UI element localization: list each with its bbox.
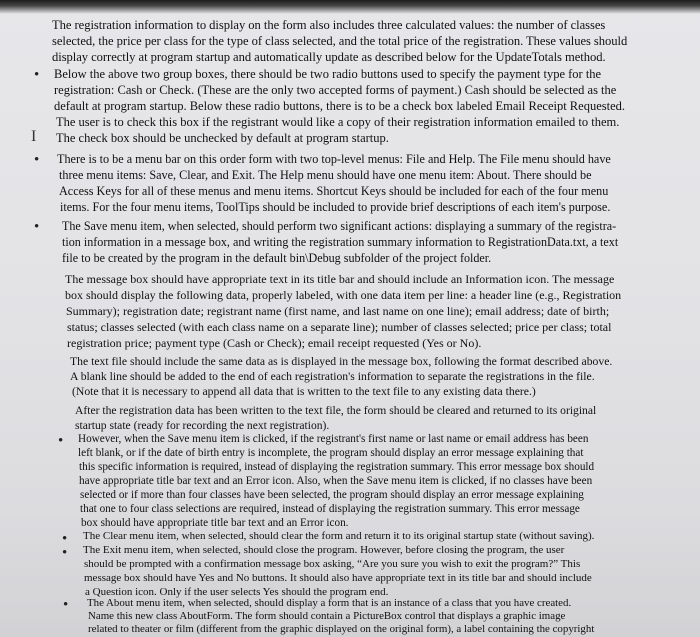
text-cursor-icon: I <box>31 128 37 145</box>
text-line: The message box should have appropriate text in its title bar and should include an Information icon. The message <box>65 272 615 286</box>
text-line: The user is to check this box if the registrant would like a copy of their registration information emailed to them. <box>56 115 620 129</box>
text-line: The About menu item, when selected, should display a form that is an instance of a class that you have created. <box>87 597 572 609</box>
text-line: The text file should include the same data as is displayed in the message box, following the format described above. <box>70 355 613 368</box>
text-line: Below the above two group boxes, there should be two radio buttons used to specify the payment type for the <box>54 67 602 81</box>
bullet-icon: • <box>62 531 68 547</box>
text-line: The Save menu item, when selected, should perform two significant actions: displaying a summary of the registra- <box>62 219 617 233</box>
text-line: The registration information to display on the form also includes three calculated values: the number of classes <box>52 18 606 32</box>
text-line: The Clear menu item, when selected, should clear the form and return it to its original startup state (without saving). <box>83 530 595 542</box>
text-line: box should have appropriate title bar text and an Error icon. <box>81 517 349 529</box>
text-line: registration: Cash or Check. (These are the only two accepted forms of payment.) Cash should be selected as the <box>54 83 617 97</box>
text-line: display correctly at program startup and automatically update as described below for the UpdateTotals method. <box>52 50 606 64</box>
text-line: registration price; payment type (Cash or Check); email receipt requested (Yes or No). <box>67 336 482 350</box>
text-line: have appropriate title bar text and an Error icon. Also, when the Save menu item is clicked, if no classes have been <box>79 475 593 487</box>
text-line: status; classes selected (with each class name on a separate line); number of classes selected; price per class; total <box>67 320 612 334</box>
bullet-icon: • <box>34 219 40 235</box>
text-line: related to theater or film (different from the graphic displayed on the original form), a label containing the copyright <box>88 623 595 635</box>
bullet-icon: • <box>58 433 64 449</box>
text-line: Summary); registration date; registrant name (first name, and last name on one line); email address; date of birth; <box>66 304 610 318</box>
text-line: There is to be a menu bar on this order form with two top-level menus: File and Help. The File menu should have <box>57 152 611 166</box>
bullet-icon: • <box>63 597 69 613</box>
text-line: three menu items: Save, Clear, and Exit. The Help menu should have one menu item: About. There should be <box>59 168 592 182</box>
text-line: file to be created by the program in the default bin\Debug subfolder of the project folder. <box>62 251 492 265</box>
text-line: selected, the price per class for the type of class selected, and the total price of the registration. These values should <box>52 34 628 48</box>
text-line: However, when the Save menu item is clicked, if the registrant's first name or last name or email address has been <box>78 433 589 445</box>
top-shadow <box>0 0 700 14</box>
bullet-icon: • <box>34 67 40 83</box>
text-line: A blank line should be added to the end of each registration's information to separate the registrations in the file. <box>70 370 595 383</box>
text-line: a Question icon. Only if the user selects Yes should the program end. <box>85 586 389 598</box>
text-line: items. For the four menu items, ToolTips should be included to provide brief descriptions of each item's purpose. <box>60 200 611 214</box>
bullet-icon: • <box>34 152 40 168</box>
text-line: (Note that it is necessary to append all data that is written to the text file to any existing data there.) <box>72 385 536 398</box>
text-line: default at program startup. Below these radio buttons, there is to be a check box labeled Email Receipt Requested. <box>54 99 626 113</box>
text-line: message box should have Yes and No buttons. It should also have appropriate text in its title bar and should include <box>84 572 592 584</box>
text-line: selected or if more than four classes have been selected, the program should display an error message explaining <box>80 489 584 501</box>
bullet-icon: • <box>62 545 68 561</box>
text-line: tion information in a message box, and writing the registration summary information to RegistrationData.txt, a text <box>62 235 619 249</box>
text-line: The check box should be unchecked by default at program startup. <box>56 131 389 145</box>
text-line: Access Keys for all of these menus and menu items. Shortcut Keys should be included for each of the four menu <box>59 184 609 198</box>
text-line: The Exit menu item, when selected, should close the program. However, before closing the program, the user <box>83 544 565 556</box>
text-line: startup state (ready for recording the next registration). <box>75 419 330 432</box>
text-line: left blank, or if the date of birth entry is incomplete, the program should display an error message explaining that <box>78 447 584 459</box>
text-line: After the registration data has been written to the text file, the form should be cleared and returned to its original <box>75 404 597 417</box>
text-line: Name this new class AboutForm. The form should contain a PictureBox control that displays a graphic image <box>88 610 566 622</box>
text-line: that one to four class selections are required, instead of displaying the registration summary. This error message <box>80 503 580 515</box>
text-line: this specific information is required, instead of displaying the registration summary. This error message box should <box>79 461 595 473</box>
text-line: box should display the following data, properly labeled, with one data item per line: a header line (e.g., Registration <box>65 288 622 302</box>
text-line: should be prompted with a confirmation message box asking, “Are you sure you wish to exit the program?” This <box>84 558 581 570</box>
